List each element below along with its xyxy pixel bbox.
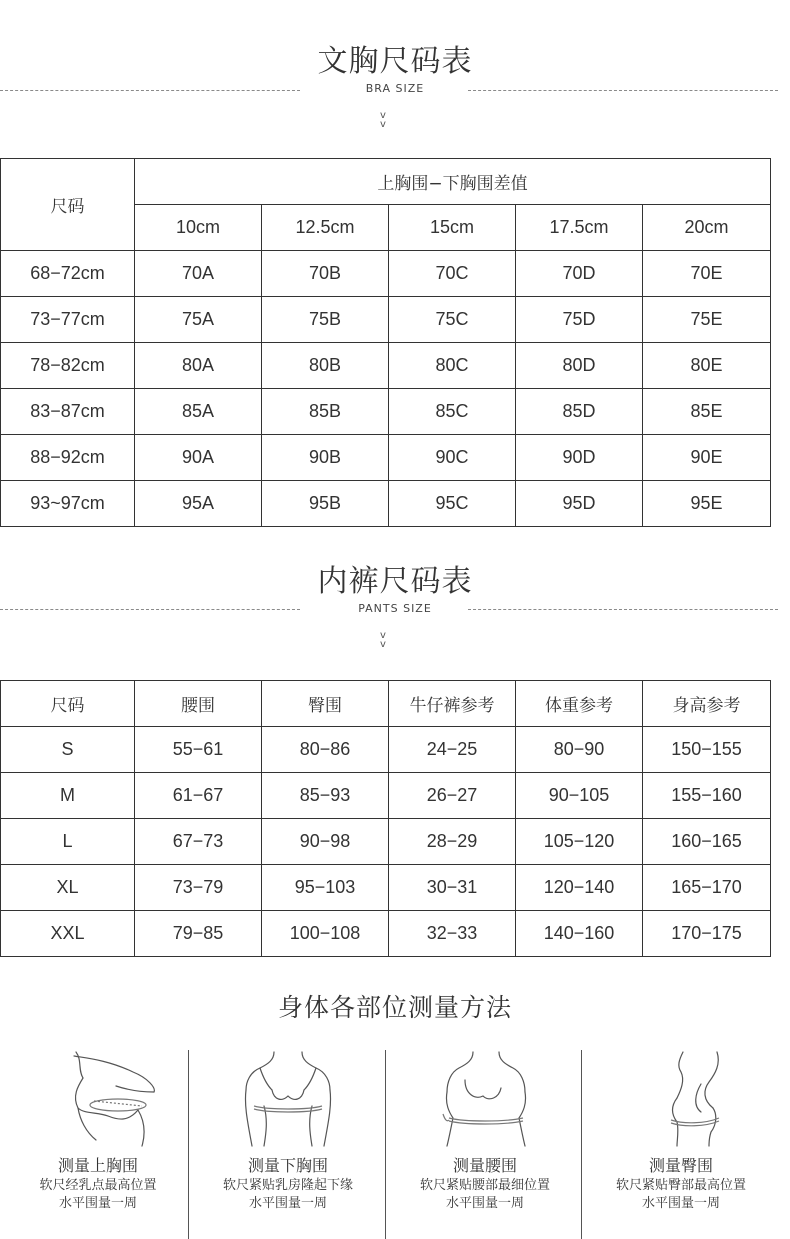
pants-cell: 79−85 [135,911,262,957]
method-desc: 软尺经乳点最高位置 [39,1178,157,1193]
table-row [1,727,771,773]
bra-size-cell: 75D [516,297,643,343]
pants-col-header: 体重参考 [516,681,643,727]
method-hip [583,1050,779,1239]
method-desc: 软尺紧贴乳房隆起下缘 [222,1178,353,1193]
bra-size-cell: 70B [262,251,389,297]
hip-figure-icon [621,1050,741,1150]
pants-cell: 24−25 [389,727,516,773]
method-desc: 水平围量一周 [445,1196,524,1211]
pants-cell: 100−108 [262,911,389,957]
method-name: 测量上胸围 [57,1156,138,1175]
bra-range-cell: 73−77cm [1,297,135,343]
under-bust-figure-icon [228,1050,348,1150]
pants-cell: 155−160 [643,773,771,819]
pants-cell: 160−165 [643,819,771,865]
pants-cell: 67−73 [135,819,262,865]
bra-col-header: 12.5cm [262,205,389,251]
pants-cell: 61−67 [135,773,262,819]
pants-cell: L [1,819,135,865]
method-name: 测量腰围 [452,1156,517,1175]
bra-divider-left [0,90,300,91]
chevron-down-icon: v v [380,630,386,650]
method-under-bust [190,1050,386,1239]
bra-size-table [0,158,771,527]
bra-size-cell: 90C [389,435,516,481]
bra-header-row [1,159,771,205]
bra-size-cell: 70E [643,251,771,297]
bra-section-header [0,44,790,96]
pants-cell: 73−79 [135,865,262,911]
bra-size-cell: 95D [516,481,643,527]
table-row [1,297,771,343]
bra-col-header: 17.5cm [516,205,643,251]
method-desc: 水平围量一周 [641,1196,720,1211]
pants-cell: 32−33 [389,911,516,957]
method-desc: 软尺紧贴腰部最细位置 [419,1178,550,1193]
bra-range-cell: 83−87cm [1,389,135,435]
method-upper-bust [0,1050,196,1239]
table-row [1,343,771,389]
bra-size-cell: 70C [389,251,516,297]
method-desc: 水平围量一周 [248,1196,327,1211]
pants-cell: 90−98 [262,819,389,865]
bra-size-cell: 75E [643,297,771,343]
method-desc: 软尺紧贴臀部最高位置 [615,1178,746,1193]
bra-col-header: 15cm [389,205,516,251]
bra-size-cell: 90E [643,435,771,481]
bra-size-cell: 70A [135,251,262,297]
bra-size-header: 尺码 [1,159,135,251]
bra-size-cell: 95C [389,481,516,527]
bra-size-cell: 90B [262,435,389,481]
method-desc: 水平围量一周 [58,1196,137,1211]
table-row [1,389,771,435]
pants-cell: 95−103 [262,865,389,911]
bra-size-cell: 85D [516,389,643,435]
method-name: 测量臀围 [648,1156,713,1175]
pants-col-header: 身高参考 [643,681,771,727]
bra-title: 文胸尺码表 [317,44,473,79]
bra-size-cell: 85A [135,389,262,435]
bra-size-cell: 90D [516,435,643,481]
pants-cell: XXL [1,911,135,957]
pants-cell: 55−61 [135,727,262,773]
pants-cell: 165−170 [643,865,771,911]
pants-size-table [0,680,771,957]
bra-size-cell: 75A [135,297,262,343]
pants-col-header: 尺码 [1,681,135,727]
table-row [1,773,771,819]
bra-subtitle: BRA SIZE [365,82,425,95]
pants-col-header: 牛仔裤参考 [389,681,516,727]
bra-size-cell: 85C [389,389,516,435]
pants-cell: 26−27 [389,773,516,819]
bra-size-cell: 80C [389,343,516,389]
table-row [1,435,771,481]
pants-cell: 80−86 [262,727,389,773]
pants-cell: 28−29 [389,819,516,865]
pants-col-header: 腰围 [135,681,262,727]
bra-size-cell: 95B [262,481,389,527]
bra-size-cell: 90A [135,435,262,481]
bra-size-cell: 80B [262,343,389,389]
pants-cell: 80−90 [516,727,643,773]
table-row [1,481,771,527]
pants-cell: 90−105 [516,773,643,819]
bra-group-header: 上胸围−下胸围差值 [135,159,771,205]
bra-divider-right [468,90,778,91]
bra-size-cell: 80E [643,343,771,389]
pants-cell: S [1,727,135,773]
table-row [1,911,771,957]
method-waist [387,1050,583,1239]
pants-cell: M [1,773,135,819]
pants-cell: 30−31 [389,865,516,911]
methods-panel [0,1050,790,1239]
bra-size-cell: 85B [262,389,389,435]
bra-col-header: 20cm [643,205,771,251]
pants-header-row [1,681,771,727]
pants-subtitle: PANTS SIZE [358,602,432,615]
pants-cell: 140−160 [516,911,643,957]
table-row [1,819,771,865]
pants-cell: 170−175 [643,911,771,957]
pants-divider-left [0,609,300,610]
bra-size-cell: 95A [135,481,262,527]
table-row [1,865,771,911]
bra-size-cell: 80A [135,343,262,389]
pants-cell: 120−140 [516,865,643,911]
pants-cell: 105−120 [516,819,643,865]
waist-figure-icon [425,1050,545,1150]
bra-size-cell: 85E [643,389,771,435]
method-name: 测量下胸围 [247,1156,328,1175]
bra-size-cell: 80D [516,343,643,389]
pants-col-header: 臀围 [262,681,389,727]
pants-title: 内裤尺码表 [317,564,473,599]
bra-range-cell: 68−72cm [1,251,135,297]
table-row [1,251,771,297]
bra-size-cell: 70D [516,251,643,297]
pants-cell: 85−93 [262,773,389,819]
methods-title: 身体各部位测量方法 [277,993,512,1022]
bra-col-header: 10cm [135,205,262,251]
pants-divider-right [468,609,778,610]
bra-size-cell: 75C [389,297,516,343]
bra-size-cell: 75B [262,297,389,343]
bra-range-cell: 93~97cm [1,481,135,527]
bra-range-cell: 78−82cm [1,343,135,389]
chevron-down-icon: v v [380,110,386,130]
bra-range-cell: 88−92cm [1,435,135,481]
pants-cell: XL [1,865,135,911]
pants-cell: 150−155 [643,727,771,773]
bra-size-cell: 95E [643,481,771,527]
upper-bust-figure-icon [38,1050,158,1150]
